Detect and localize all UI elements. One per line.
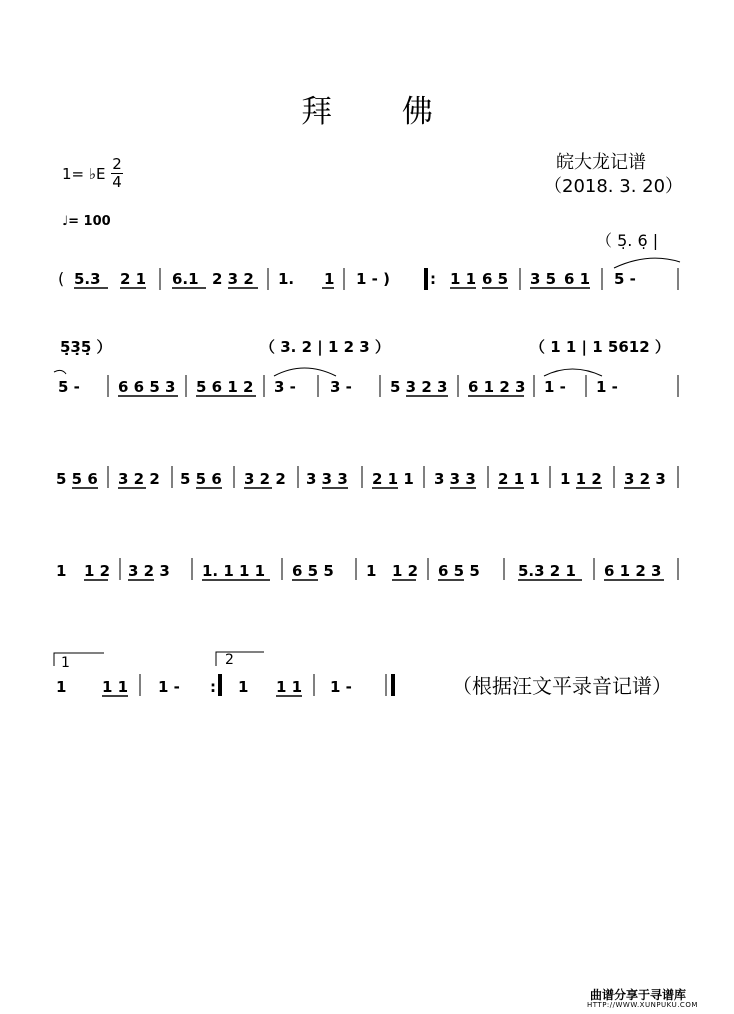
watermark-text: 曲谱分享于寻谱库 — [590, 988, 687, 1002]
note-group: 3 2 3 — [128, 562, 170, 580]
note-group: 3 - — [330, 378, 352, 396]
first-ending-label: 1 — [61, 655, 70, 671]
score-line-2 — [54, 368, 678, 397]
note-group: 1 - — [158, 678, 180, 696]
note-group: 1 1 — [276, 678, 303, 696]
note-group: 6 1 2 3 — [604, 562, 662, 580]
note-group: 6 1 2 3 — [468, 378, 526, 396]
source-note: （根据汪文平录音记谱） — [452, 674, 672, 698]
upper-annotation-3: （ 3. 2 | 1 2 3 ） — [260, 338, 390, 356]
upper-annotation-2: 5̣3̣5̣ ） — [60, 338, 112, 356]
note-group: 2 3 2 — [212, 270, 254, 288]
page-title: 拜 佛 — [301, 94, 463, 130]
note-group: 3 - — [274, 378, 296, 396]
note-group: 5 - — [614, 270, 636, 288]
note-group: 6 5 — [482, 270, 509, 288]
upper-annotation-1: （ 5̣. 6̣ | — [596, 231, 659, 250]
score-line-3 — [56, 466, 678, 488]
tempo-marking: ♩= 100 — [62, 214, 111, 229]
note-group: 5.3 2 1 — [518, 562, 576, 580]
note-group: 1 - — [596, 378, 618, 396]
composer-credit: 皖大龙记谱 — [556, 152, 646, 173]
note-group: 1 — [56, 678, 67, 696]
score-line-1 — [58, 258, 680, 290]
time-numerator: 2 — [112, 155, 122, 173]
repeat-end-bar — [218, 674, 222, 696]
note-group: 6 5 5 — [292, 562, 334, 580]
second-ending-label: 2 — [225, 652, 234, 668]
note-group: 2 1 1 — [372, 470, 414, 488]
time-denominator: 4 — [112, 173, 122, 191]
note-group: 6 1 — [564, 270, 591, 288]
paren-open: ( — [58, 269, 65, 288]
note-group: 1 — [324, 270, 335, 288]
note-group: 1 - — [544, 378, 566, 396]
note-group: 6 6 5 3 — [118, 378, 176, 396]
note-group: 5 6 1 2 — [196, 378, 254, 396]
tie — [274, 368, 336, 376]
note-group: 6 5 5 — [438, 562, 480, 580]
note-group: 1 - — [330, 678, 352, 696]
tie — [544, 369, 602, 376]
slur — [614, 258, 680, 268]
repeat-dots: : — [430, 270, 436, 288]
key-signature: 1= ♭E — [62, 165, 106, 183]
note-group: 5 5 6 — [56, 470, 98, 488]
note-group: 1 2 — [84, 562, 111, 580]
note-group: 1 1 2 — [560, 470, 602, 488]
date-text: （2018. 3. 20） — [544, 176, 684, 197]
volta-bracket-2 — [216, 652, 264, 666]
note-group: 3 2 3 — [624, 470, 666, 488]
note-group: 3 3 3 — [434, 470, 476, 488]
note-group: 1 — [238, 678, 249, 696]
final-barline-thick — [391, 674, 395, 696]
note-group: 1 — [366, 562, 377, 580]
note-group: 3 5 — [530, 270, 557, 288]
note-group: 1 1 — [450, 270, 477, 288]
note-group: 2 1 — [120, 270, 147, 288]
note-group: 3 2 2 — [244, 470, 286, 488]
slur — [54, 370, 66, 374]
note-group: 1 1 — [102, 678, 129, 696]
score-line-4 — [56, 558, 678, 580]
note-group: 5 3 2 3 — [390, 378, 448, 396]
note-group: 1. 1 1 1 — [202, 562, 266, 580]
upper-annotation-4: （ 1 1 | 1 5612 ） — [530, 338, 670, 356]
repeat-bar — [424, 268, 428, 290]
note-group: 5 5 6 — [180, 470, 222, 488]
note-group: 1 2 — [392, 562, 419, 580]
note-group: 2 1 1 — [498, 470, 540, 488]
note-group: 1 — [56, 562, 67, 580]
watermark-url: HTTP://WWW.XUNPUKU.COM — [587, 1001, 698, 1009]
note-group: 5.3 — [74, 270, 101, 288]
note-group: 3 2 2 — [118, 470, 160, 488]
note-group: 1. — [278, 270, 295, 288]
note-group: 3 3 3 — [306, 470, 348, 488]
note-group: 1 - ) — [356, 270, 390, 288]
repeat-dots: : — [210, 678, 216, 696]
note-group: 6.1 — [172, 270, 199, 288]
note-group: 5 - — [58, 378, 80, 396]
